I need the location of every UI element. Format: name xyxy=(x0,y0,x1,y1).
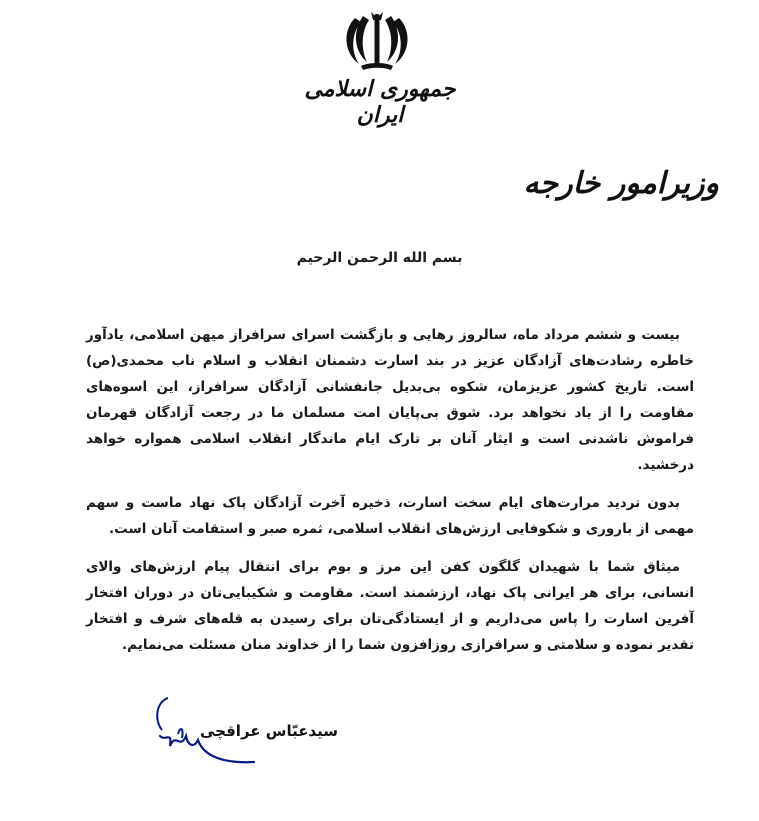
ministry-title: وزیرامور خارجه xyxy=(523,166,719,201)
emblem-svg xyxy=(341,12,413,74)
letter-body xyxy=(86,322,694,670)
emblem-icon xyxy=(341,12,413,74)
signer-name: سیدعبّاس عراقچی xyxy=(200,722,338,740)
republic-name: جمهوری اسلامی ایران xyxy=(304,76,456,128)
basmala: بسم الله الرحمن الرحیم xyxy=(296,250,463,266)
paragraph-1: بیست و ششم مرداد ماه، سالروز رهایی و بازگشت اسرای سرافراز میهن اسلامی، یادآور خاطره رشادت‌های آزادگان عزیز در بند اسارت دشمنان انقلاب و اسلام ناب محمدی(ص) است. تاریخ کشور عزیزمان، شکوه بی‌بدیل جانفشانی آزادگان سرافراز، این اسوه‌های مقاومت را از یاد نخواهد برد. شوق بی‌پایان امت مسلمان ما در رجعت آزادگان قهرمان فراموش ناشدنی است و ایثار آنان بر تارک ایام ماندگار انقلاب اسلامی همواره خواهد درخشید. xyxy=(86,327,694,473)
paragraph-3: میثاق شما با شهیدان گلگون کفن این مرز و بوم برای انتقال پیام ارزش‌های والای انسانی، برای هر ایرانی پاک نهاد، ارزشمند است. مقاومت و شکیبایی‌تان در دوران افتخار آفرین اسارت را پاس می‌داریم و از ایستادگی‌تان برای رسیدن به قله‌های شرف و افتخار تقدیر نموده و سلامتی و سرافرازی روزافزون شما را از خداوند منان مسئلت می‌نمایم. xyxy=(86,559,694,653)
paragraph-2: بدون تردید مرارت‌های ایام سخت اسارت، ذخیره آخرت آزادگان پاک نهاد ماست و سهم مهمی از باروری و شکوفایی ارزش‌های انقلاب اسلامی، ثمره صبر و استقامت آنان است. xyxy=(86,495,694,537)
